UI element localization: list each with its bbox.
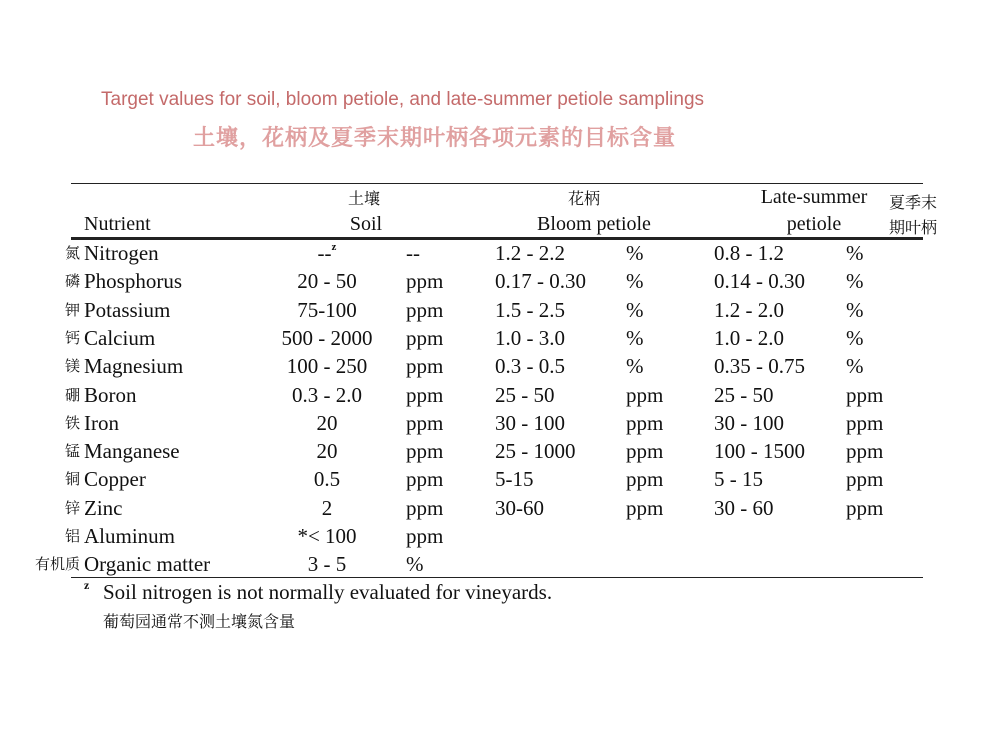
soil-unit: ppm [406,325,444,350]
late-summer-unit: % [846,241,864,265]
nutrient-name: Aluminum [84,524,176,548]
soil-unit: ppm [406,495,444,520]
nutrient-name-zh: 铜 [64,470,80,489]
header-bloom-zh: 花柄 [567,189,601,208]
soil-value: 2 [321,495,333,520]
bloom-value: 30 - 100 [495,410,565,435]
nutrient-name-zh: 锌 [64,498,80,517]
header-late-summer-line2: petiole [786,213,842,235]
bloom-unit: ppm [626,495,664,520]
late-summer-unit: % [846,354,864,379]
late-summer-unit: ppm [846,439,884,464]
footnote-text-english: Soil nitrogen is not normally evaluated for vineyards. [103,580,553,604]
bloom-value: 25 - 1000 [495,439,576,464]
soil-unit: ppm [406,269,444,294]
header-bloom: Bloom petiole [537,213,651,235]
bloom-unit: % [626,325,644,350]
soil-unit: ppm [406,439,444,464]
nutrient-name: Zinc [84,495,123,520]
nutrient-name-zh: 硼 [64,385,80,404]
soil-value: 0.3 - 2.0 [292,382,362,407]
nutrient-name-zh: 锰 [64,442,80,461]
nutrient-name-zh: 有机质 [34,555,80,574]
title-chinese: 土壤，花柄及夏季末期叶柄各项元素的目标含量 [193,126,677,151]
footnote-marker: z [84,578,90,592]
late-summer-value: 25 - 50 [714,382,774,407]
late-summer-unit: % [846,325,864,350]
nutrient-name: Boron [84,382,137,407]
nutrient-name: Iron [84,410,119,435]
nutrient-name-zh: 磷 [64,272,80,291]
bloom-value: 0.3 - 0.5 [495,354,565,379]
bloom-value: 1.0 - 3.0 [495,325,565,350]
bloom-unit: % [626,297,644,322]
soil-value-text: -- [317,241,332,265]
late-summer-unit: % [846,297,864,322]
footnote-text-chinese: 葡萄园通常不测土壤氮含量 [103,612,296,631]
late-summer-unit: % [846,269,864,294]
nutrient-name-zh: 镁 [64,357,80,376]
late-summer-unit: ppm [846,467,884,492]
footnote-reference: z [331,241,337,253]
bloom-value: 30-60 [495,495,544,520]
bloom-unit: ppm [626,410,664,435]
nutrient-name: Potassium [84,297,171,322]
soil-unit: -- [406,241,420,265]
soil-value: 20 [316,439,338,464]
soil-unit: ppm [406,467,444,492]
bloom-unit: % [626,354,644,379]
table-bottom-rule [71,577,923,578]
bloom-value: 5-15 [495,467,534,492]
nutrient-name: Organic matter [84,552,211,577]
header-late-summer-zh-line2: 期叶柄 [889,218,938,237]
soil-value: 0.5 [313,467,341,492]
nutrient-name: Calcium [84,325,156,350]
bloom-unit: % [626,241,644,265]
nutrient-name-zh: 钾 [64,300,80,319]
header-nutrient: Nutrient [84,213,151,235]
nutrient-name: Copper [84,467,146,492]
late-summer-value: 1.0 - 2.0 [714,325,784,350]
bloom-value: 0.17 - 0.30 [495,269,586,294]
soil-unit: ppm [406,410,444,435]
nutrient-name-zh: 铁 [64,413,80,432]
header-soil: Soil [349,213,383,235]
late-summer-value: 0.35 - 0.75 [714,354,805,379]
late-summer-value: 100 - 1500 [714,439,805,464]
header-soil-zh: 土壤 [347,189,381,208]
header-late-summer-zh-line1: 夏季末 [889,193,938,212]
late-summer-value: 1.2 - 2.0 [714,297,784,322]
late-summer-value: 0.14 - 0.30 [714,269,805,294]
soil-value: 20 [316,410,338,435]
soil-value: 500 - 2000 [281,325,373,350]
bloom-value: 1.2 - 2.2 [495,241,565,265]
soil-unit: % [406,552,424,577]
late-summer-value: 5 - 15 [714,467,763,492]
soil-value: 75-100 [297,297,357,322]
bloom-unit: ppm [626,439,664,464]
late-summer-value: 0.8 - 1.2 [714,241,784,265]
bloom-value: 25 - 50 [495,382,555,407]
bloom-unit: % [626,269,644,294]
nutrient-name-zh: 钙 [64,328,80,347]
bloom-unit: ppm [626,382,664,407]
soil-value: 100 - 250 [286,354,368,379]
soil-unit: ppm [406,354,444,379]
late-summer-unit: ppm [846,410,884,435]
soil-unit: ppm [406,297,444,322]
nutrient-name: Phosphorus [84,269,183,294]
late-summer-unit: ppm [846,495,884,520]
table-top-rule [71,183,923,184]
header-late-summer-line1: Late-summer [760,186,868,208]
soil-value: 3 - 5 [307,552,347,577]
late-summer-unit: ppm [846,382,884,407]
soil-value [318,241,337,266]
soil-value: 20 - 50 [297,269,357,294]
nutrient-name: Magnesium [84,354,184,379]
late-summer-value: 30 - 60 [714,495,774,520]
bloom-unit: ppm [626,467,664,492]
title-english: Target values for soil, bloom petiole, and late-summer petiole samplings [101,89,705,110]
nutrient-name: Manganese [84,439,180,464]
nutrient-name-zh: 铝 [64,527,80,545]
late-summer-value: 30 - 100 [714,410,784,435]
soil-value: *< 100 [297,524,357,548]
bloom-value: 1.5 - 2.5 [495,297,565,322]
nutrient-name: Nitrogen [84,241,159,265]
soil-unit: ppm [406,382,444,407]
table-header-rule [71,237,923,240]
nutrient-name-zh: 氮 [64,244,80,262]
soil-unit: ppm [406,524,444,548]
